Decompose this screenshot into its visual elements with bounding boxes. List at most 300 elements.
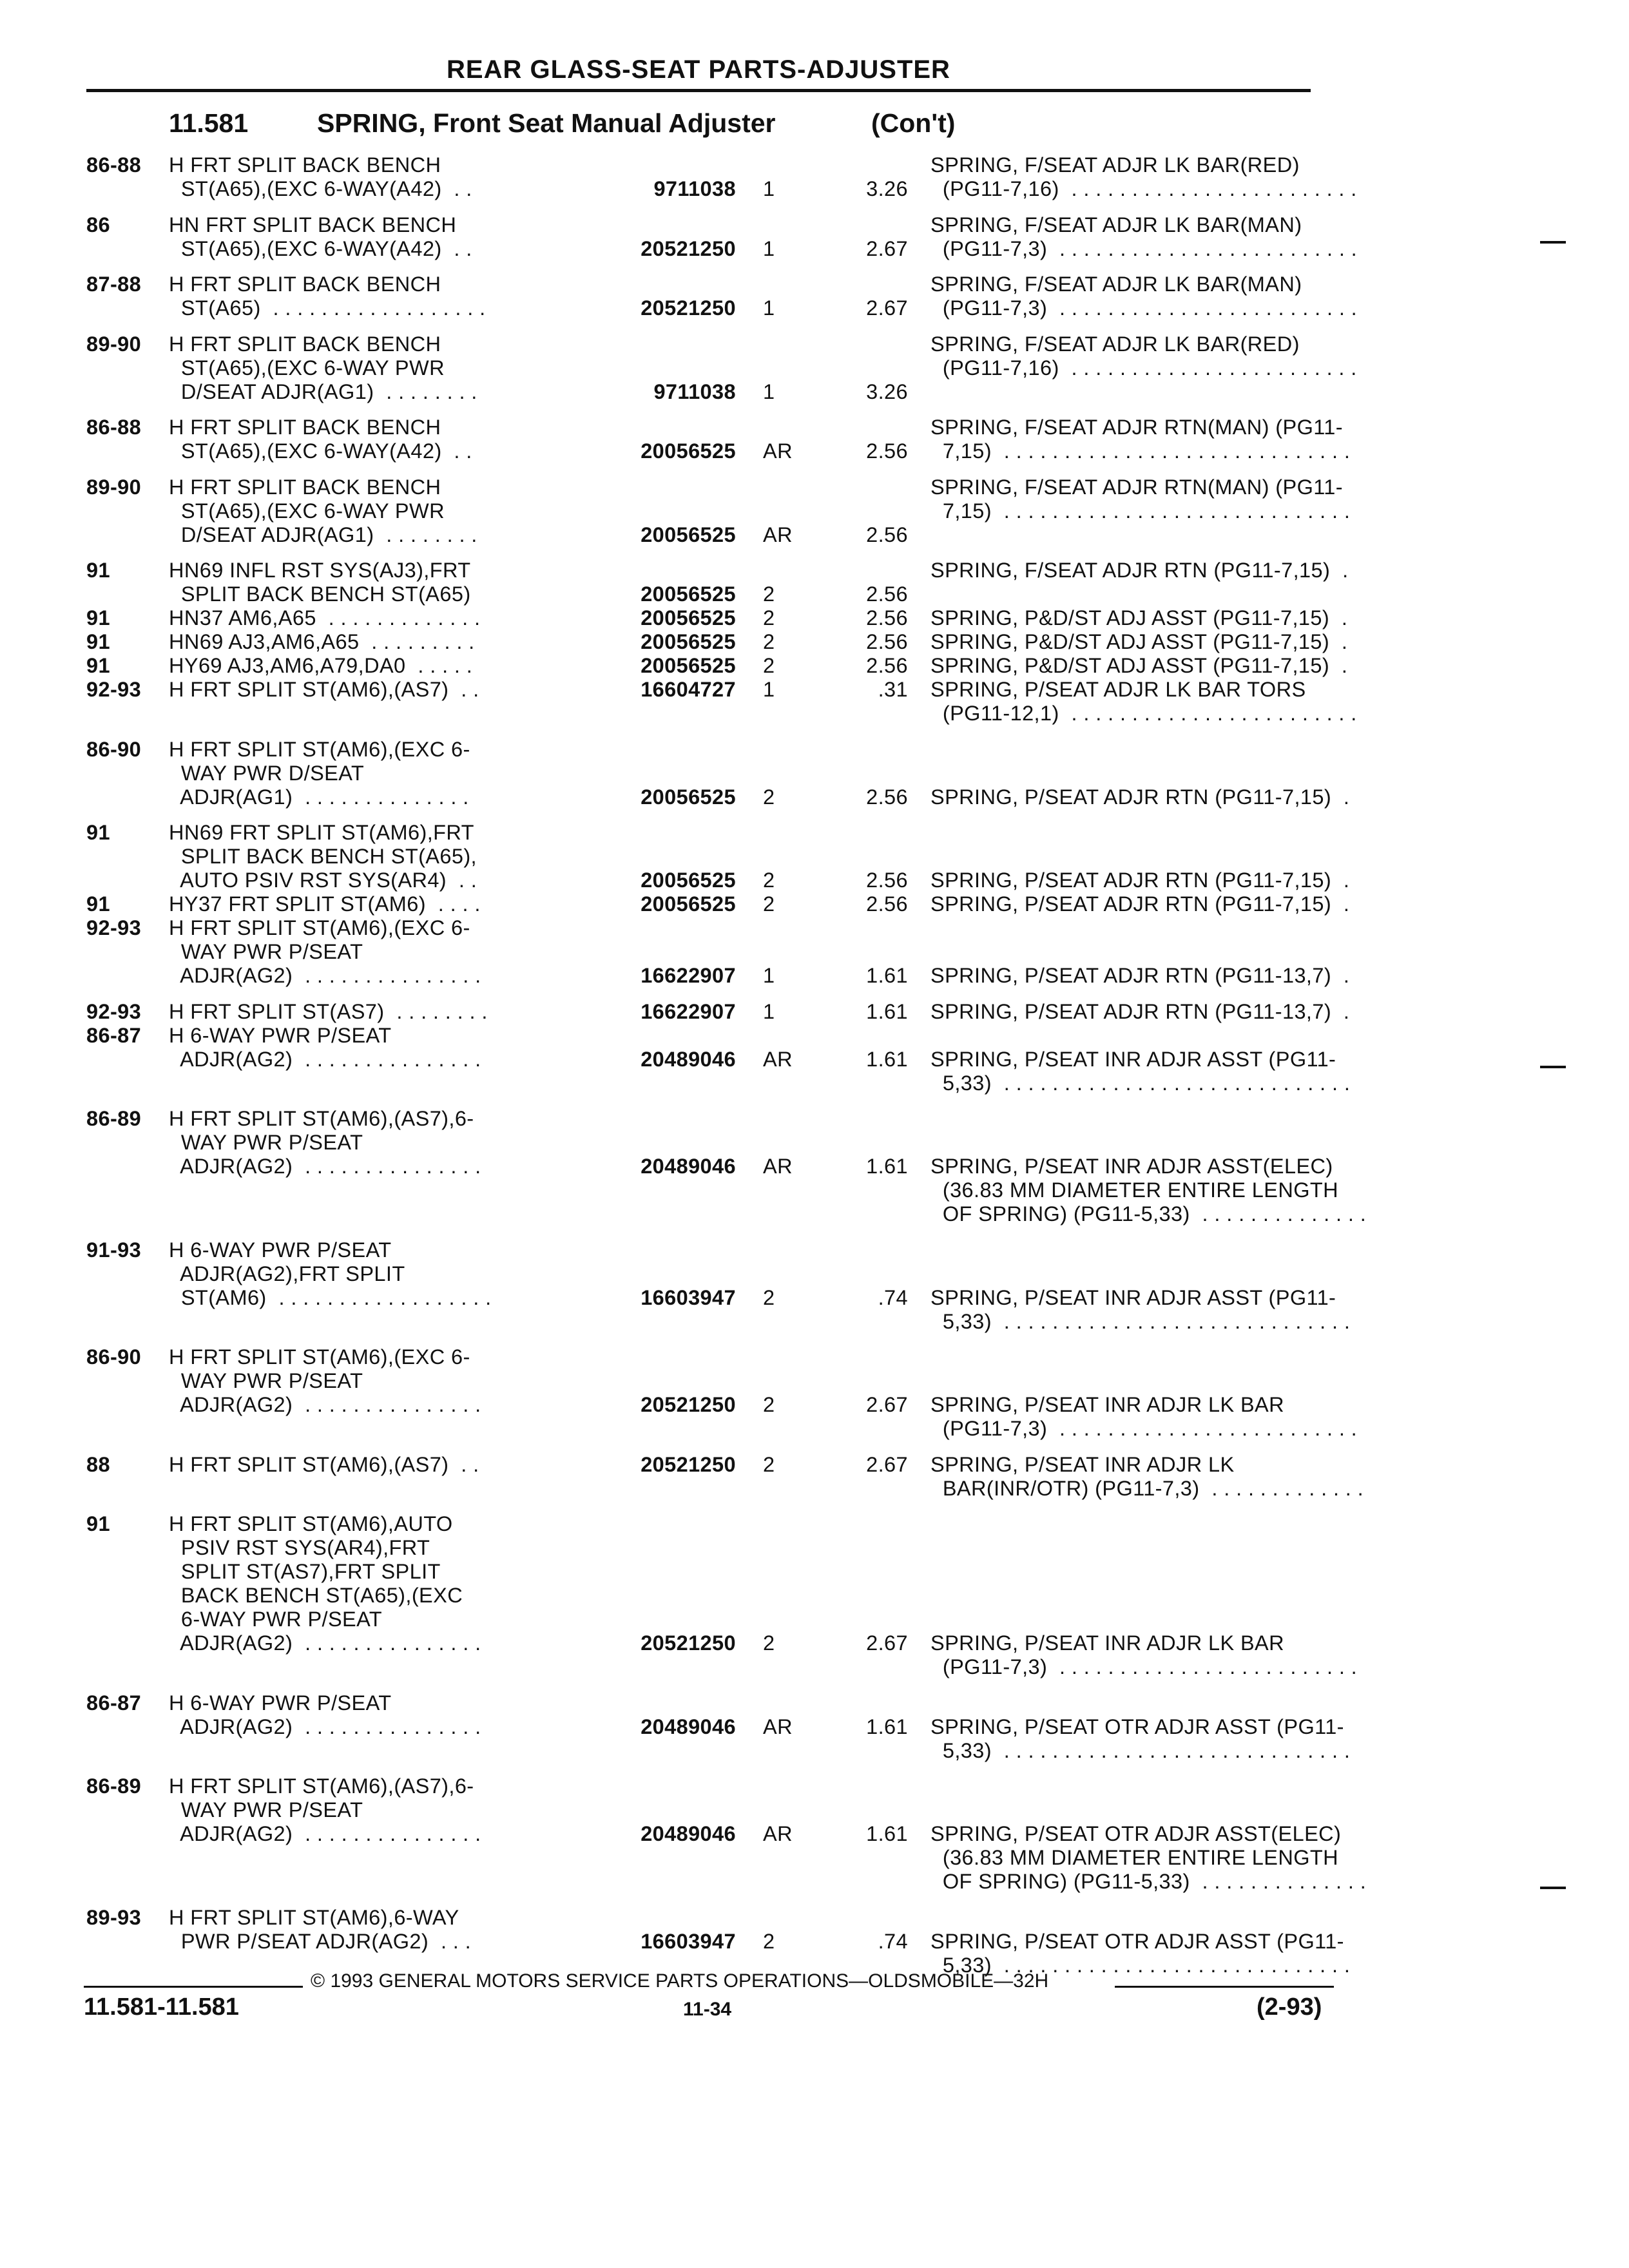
entry-part-number: 9711038: [653, 177, 736, 200]
entry-description-line: HY69 AJ3,AM6,A79,DA0 . . . . .: [169, 654, 473, 677]
parts-list: [86, 153, 1367, 1989]
entry-part-name: [930, 1238, 1420, 1334]
entry-price: 1.61: [866, 1715, 908, 1738]
entry-quantity: 2: [763, 1631, 775, 1655]
entry-part-name-line: [930, 1369, 1420, 1393]
entry-description: [169, 332, 477, 404]
parts-entry: [86, 273, 1358, 320]
entry-part-name-line: SPRING, F/SEAT ADJR LK BAR(MAN): [930, 213, 1302, 236]
entry-description-line: PWR P/SEAT ADJR(AG2) . . .: [169, 1929, 472, 1953]
entry-quantity: 2: [763, 892, 775, 916]
entry-description-line: D/SEAT ADJR(AG1) . . . . . . . .: [169, 380, 477, 403]
entry-quantity: AR: [763, 439, 793, 463]
entry-quantity: 1: [763, 999, 775, 1023]
entry-part-name-line: SPRING, P/SEAT OTR ADJR ASST (PG11-: [930, 1715, 1344, 1738]
entry-description-line: SPLIT BACK BENCH ST(A65),: [169, 845, 477, 868]
parts-entry: [86, 1452, 1364, 1501]
entry-description-line: WAY PWR D/SEAT: [169, 761, 365, 785]
entry-quantity: 2: [763, 869, 775, 892]
entry-part-number: 20521250: [641, 296, 736, 320]
entry-part-name-line: SPRING, P/SEAT OTR ADJR ASST (PG11-: [930, 1929, 1344, 1953]
entry-part-number: 20056525: [641, 785, 736, 809]
entry-description-line: WAY PWR P/SEAT: [169, 940, 363, 963]
entry-year: 92-93: [86, 916, 142, 939]
entry-quantity: 2: [763, 606, 775, 629]
entry-part-name: [930, 153, 1420, 201]
entry-year: 91: [86, 654, 110, 677]
footer-section-range: 11.581-11.581: [84, 1994, 239, 2021]
margin-mark: [1540, 241, 1566, 244]
entry-description: [169, 416, 472, 463]
entry-description: [169, 630, 475, 654]
entry-part-name: [930, 559, 1420, 582]
entry-description-line: ADJR(AG2) . . . . . . . . . . . . . . .: [169, 1822, 481, 1845]
entry-quantity: AR: [763, 523, 793, 546]
entry-description-line: H FRT SPLIT BACK BENCH: [169, 332, 441, 356]
entry-part-name: [930, 630, 1420, 654]
entry-part-name-line: [930, 1536, 1420, 1560]
entry-year: 86-90: [86, 1345, 142, 1369]
entry-description-line: WAY PWR P/SEAT: [169, 1369, 363, 1392]
entry-quantity: 1: [763, 236, 775, 260]
entry-part-name-line: BAR(INR/OTR) (PG11-7,3) . . . . . . . . . . . . .: [930, 1476, 1364, 1500]
entry-part-name: [930, 1107, 1420, 1226]
entry-part-name-line: [930, 1345, 1420, 1369]
parts-entry: [86, 1774, 1367, 1894]
entry-part-number: 16603947: [641, 1929, 736, 1953]
entry-part-name-line: (PG11-12,1) . . . . . . . . . . . . . . . . . . . . . . . .: [930, 702, 1357, 725]
entry-description: [169, 1238, 492, 1310]
entry-part-name-line: 5,33) . . . . . . . . . . . . . . . . . . . . . . . . . . . . .: [930, 1309, 1351, 1333]
entry-part-name-line: SPRING, P&D/ST ADJ ASST (PG11-7,15) .: [930, 654, 1348, 677]
entry-quantity: 2: [763, 1285, 775, 1309]
entry-part-name: [930, 1000, 1420, 1024]
entry-year: 86: [86, 213, 110, 236]
entry-part-name: [930, 1691, 1420, 1763]
entry-part-name-line: [930, 845, 1420, 869]
entry-part-name-line: [930, 1906, 1420, 1930]
entry-part-name-line: (PG11-7,3) . . . . . . . . . . . . . . . . . . . . . . . . .: [930, 296, 1358, 320]
parts-entry: [86, 606, 1348, 630]
entry-description-line: ADJR(AG1) . . . . . . . . . . . . . .: [169, 785, 469, 809]
entry-part-number: 20056525: [641, 582, 736, 606]
entry-description: [169, 892, 481, 916]
entry-year: 89-93: [86, 1905, 142, 1929]
entry-quantity: 2: [763, 654, 775, 677]
entry-description-line: ADJR(AG2),FRT SPLIT: [169, 1262, 405, 1285]
entry-description-line: H 6-WAY PWR P/SEAT: [169, 1238, 392, 1262]
entry-description: [169, 916, 481, 988]
entry-price: 1.61: [866, 1047, 908, 1071]
entry-price: 2.67: [866, 296, 908, 320]
parts-entry: [86, 1107, 1367, 1226]
entry-price: 3.26: [866, 177, 908, 200]
entry-year: 88: [86, 1452, 110, 1476]
entry-description: [169, 273, 486, 320]
parts-entry: [86, 630, 1348, 654]
entry-quantity: AR: [763, 1047, 793, 1071]
parts-entry: [86, 1023, 1351, 1095]
entry-description-line: ADJR(AG2) . . . . . . . . . . . . . . .: [169, 964, 481, 987]
entry-part-name: [930, 1512, 1420, 1679]
entry-description: [169, 1774, 481, 1846]
entry-description-line: BACK BENCH ST(A65),(EXC: [169, 1584, 463, 1607]
entry-year: 91: [86, 606, 110, 629]
entry-part-number: 20056525: [641, 654, 736, 677]
entry-description-line: HN69 INFL RST SYS(AJ3),FRT: [169, 559, 471, 582]
entry-price: 1.61: [866, 1822, 908, 1845]
entry-price: 2.56: [866, 606, 908, 629]
entry-description-line: ST(AM6) . . . . . . . . . . . . . . . . . .: [169, 1285, 492, 1309]
entry-description: [169, 1024, 481, 1072]
entry-year: 87-88: [86, 273, 142, 296]
entry-price: 2.56: [866, 439, 908, 463]
entry-part-number: 20056525: [641, 892, 736, 916]
entry-description: [169, 1691, 481, 1739]
entry-price: 2.67: [866, 1393, 908, 1416]
entry-part-number: 20056525: [641, 630, 736, 653]
entry-part-name-line: 7,15) . . . . . . . . . . . . . . . . . . . . . . . . . . . . .: [930, 439, 1351, 463]
entry-part-name: [930, 332, 1420, 380]
parts-entry: [86, 475, 1351, 547]
entry-part-name: [930, 654, 1420, 678]
entry-description-line: ST(A65),(EXC 6-WAY(A42) . .: [169, 177, 472, 200]
entry-description: [169, 1906, 471, 1954]
entry-part-name-line: [930, 738, 1420, 762]
entry-part-name: [930, 678, 1420, 726]
entry-part-name-line: [930, 1774, 1420, 1798]
section-title: [169, 108, 955, 139]
entry-description-line: ADJR(AG2) . . . . . . . . . . . . . . .: [169, 1631, 481, 1655]
margin-mark: [1540, 1887, 1566, 1889]
entry-year: 91-93: [86, 1238, 142, 1262]
entry-part-name-line: [930, 1512, 1420, 1536]
parts-entry: [86, 1512, 1358, 1679]
entry-quantity: 2: [763, 1929, 775, 1953]
entry-description-line: H FRT SPLIT ST(AM6),(AS7) . .: [169, 678, 479, 701]
entry-description-line: H FRT SPLIT ST(AM6),AUTO: [169, 1512, 453, 1535]
entry-description: [169, 1000, 488, 1024]
entry-description: [169, 1453, 479, 1477]
entry-quantity: 2: [763, 582, 775, 606]
entry-year: 92-93: [86, 678, 142, 701]
entry-description: [169, 153, 472, 201]
entry-year: 91: [86, 892, 110, 916]
parts-entry: [86, 892, 1350, 916]
entry-description-line: ST(A65),(EXC 6-WAY PWR: [169, 499, 445, 523]
entry-description: [169, 1512, 481, 1655]
entry-part-name-line: [930, 916, 1420, 940]
entry-description-line: H FRT SPLIT ST(AM6),6-WAY: [169, 1905, 459, 1929]
entry-description-line: H FRT SPLIT BACK BENCH: [169, 153, 441, 177]
entry-description-line: HN37 AM6,A65 . . . . . . . . . . . . .: [169, 606, 481, 629]
entry-description-line: H FRT SPLIT ST(AM6),(EXC 6-: [169, 737, 470, 761]
entry-description-line: H FRT SPLIT ST(AM6),(AS7) . .: [169, 1452, 479, 1476]
entry-price: 2.56: [866, 892, 908, 916]
entry-year: 91: [86, 630, 110, 653]
entry-part-name: [930, 1345, 1420, 1441]
entry-part-name-line: SPRING, P/SEAT INR ADJR ASST (PG11-: [930, 1285, 1336, 1309]
entry-part-name-line: [930, 762, 1420, 785]
entry-part-number: 20056525: [641, 869, 736, 892]
entry-description-line: H 6-WAY PWR P/SEAT: [169, 1691, 392, 1715]
entry-part-name-line: (PG11-7,3) . . . . . . . . . . . . . . . . . . . . . . . . .: [930, 1655, 1358, 1678]
entry-part-name: [930, 1774, 1420, 1894]
entry-part-name-line: (PG11-7,16) . . . . . . . . . . . . . . . . . . . . . . . .: [930, 177, 1357, 200]
footer-rule: [1115, 1986, 1334, 1988]
entry-part-name-line: 7,15) . . . . . . . . . . . . . . . . . . . . . . . . . . . . .: [930, 499, 1351, 523]
entry-description-line: PSIV RST SYS(AR4),FRT: [169, 1536, 430, 1559]
entry-part-name: [930, 476, 1420, 523]
parts-entry: [86, 737, 1350, 809]
entry-part-name-line: SPRING, P/SEAT ADJR LK BAR TORS: [930, 678, 1306, 701]
entry-part-number: 20056525: [641, 606, 736, 629]
entry-quantity: 2: [763, 630, 775, 653]
entry-part-name-line: SPRING, P&D/ST ADJ ASST (PG11-7,15) .: [930, 630, 1348, 653]
entry-part-number: 16622907: [641, 964, 736, 987]
entry-description: [169, 654, 472, 678]
page-title: REAR GLASS-SEAT PARTS-ADJUSTER: [447, 55, 950, 84]
parts-entry: [86, 1345, 1358, 1441]
footer-revision: (2-93): [1257, 1994, 1322, 2021]
header-rule: [86, 89, 1311, 92]
entry-part-number: 20056525: [641, 523, 736, 546]
entry-quantity: AR: [763, 1155, 793, 1178]
entry-quantity: 1: [763, 177, 775, 200]
entry-description-line: H FRT SPLIT ST(AM6),(AS7),6-: [169, 1774, 474, 1798]
entry-part-name-line: SPRING, F/SEAT ADJR LK BAR(RED): [930, 332, 1300, 356]
entry-description: [169, 821, 477, 892]
entry-price: 1.61: [866, 1155, 908, 1178]
entry-part-name: [930, 892, 1420, 916]
entry-year: 92-93: [86, 999, 142, 1023]
parts-entry: [86, 559, 1349, 606]
entry-description-line: ST(A65) . . . . . . . . . . . . . . . . . .: [169, 296, 486, 320]
entry-quantity: AR: [763, 1715, 793, 1738]
section-number: 11.581: [169, 108, 249, 138]
entry-part-name-line: SPRING, P/SEAT ADJR RTN (PG11-13,7) .: [930, 999, 1350, 1023]
entry-part-name-line: [930, 1691, 1420, 1715]
parts-entry: [86, 153, 1357, 201]
entry-price: .74: [878, 1929, 908, 1953]
parts-entry: [86, 1905, 1351, 1977]
parts-entry: [86, 999, 1350, 1024]
entry-part-name-line: (36.83 MM DIAMETER ENTIRE LENGTH: [930, 1178, 1339, 1202]
entry-quantity: 1: [763, 380, 775, 403]
entry-part-name-line: SPRING, P/SEAT INR ADJR LK BAR: [930, 1393, 1284, 1416]
entry-description: [169, 738, 470, 809]
entry-quantity: 2: [763, 1393, 775, 1416]
footer-copyright: © 1993 GENERAL MOTORS SERVICE PARTS OPERATIONS—OLDSMOBILE—32H: [311, 1970, 1049, 1992]
entry-part-name-line: OF SPRING) (PG11-5,33) . . . . . . . . . . . . . .: [930, 1202, 1367, 1225]
entry-quantity: 2: [763, 785, 775, 809]
entry-quantity: 1: [763, 296, 775, 320]
entry-year: 86-87: [86, 1691, 142, 1715]
entry-year: 91: [86, 1512, 110, 1535]
entry-part-number: 20521250: [641, 1393, 736, 1416]
entry-part-number: 20521250: [641, 236, 736, 260]
entry-part-name-line: SPRING, P/SEAT ADJR RTN (PG11-13,7) .: [930, 964, 1350, 987]
entry-part-number: 20521250: [641, 1631, 736, 1655]
entry-quantity: AR: [763, 1822, 793, 1845]
section-continued: (Con't): [871, 108, 956, 138]
entry-description-line: ADJR(AG2) . . . . . . . . . . . . . . .: [169, 1393, 481, 1416]
parts-entry: [86, 213, 1358, 261]
parts-entry: [86, 1691, 1351, 1763]
entry-year: 86-90: [86, 737, 142, 761]
entry-price: 1.61: [866, 964, 908, 987]
entry-part-name-line: (PG11-7,3) . . . . . . . . . . . . . . . . . . . . . . . . .: [930, 1417, 1358, 1440]
entry-part-name-line: SPRING, P/SEAT INR ADJR ASST(ELEC): [930, 1155, 1333, 1178]
entry-part-name-line: SPRING, F/SEAT ADJR RTN (PG11-7,15) .: [930, 559, 1349, 582]
parts-entry: [86, 654, 1348, 678]
entry-part-name-line: SPRING, P/SEAT ADJR RTN (PG11-7,15) .: [930, 869, 1350, 892]
entry-quantity: 1: [763, 678, 775, 701]
entry-part-name-line: [930, 1262, 1420, 1286]
entry-year: 89-90: [86, 475, 142, 499]
entry-description-line: HN FRT SPLIT BACK BENCH: [169, 213, 457, 236]
entry-part-name-line: [930, 1560, 1420, 1584]
entry-part-name: [930, 738, 1420, 809]
entry-price: 2.56: [866, 654, 908, 677]
entry-part-name: [930, 416, 1420, 463]
entry-part-name-line: SPRING, F/SEAT ADJR RTN(MAN) (PG11-: [930, 475, 1344, 499]
entry-part-name-line: 5,33) . . . . . . . . . . . . . . . . . . . . . . . . . . . . .: [930, 1953, 1351, 1977]
entry-description-line: ST(A65),(EXC 6-WAY PWR: [169, 356, 445, 380]
entry-part-number: 20489046: [641, 1155, 736, 1178]
entry-part-name: [930, 1906, 1420, 1977]
entry-quantity: 1: [763, 964, 775, 987]
entry-description-line: ADJR(AG2) . . . . . . . . . . . . . . .: [169, 1715, 481, 1738]
entry-description-line: SPLIT BACK BENCH ST(A65): [169, 582, 471, 606]
parts-entry: [86, 332, 1357, 404]
entry-part-name-line: 5,33) . . . . . . . . . . . . . . . . . . . . . . . . . . . . .: [930, 1071, 1351, 1095]
entry-part-name: [930, 821, 1420, 892]
entry-part-name-line: [930, 1798, 1420, 1822]
entry-price: 2.67: [866, 1631, 908, 1655]
entry-description-line: H FRT SPLIT ST(AM6),(EXC 6-: [169, 1345, 470, 1369]
entry-price: .74: [878, 1285, 908, 1309]
entry-year: 86-89: [86, 1107, 142, 1130]
entry-description-line: HN69 FRT SPLIT ST(AM6),FRT: [169, 821, 474, 844]
entry-description-line: SPLIT ST(AS7),FRT SPLIT: [169, 1560, 441, 1583]
entry-part-name-line: SPRING, P/SEAT ADJR RTN (PG11-7,15) .: [930, 785, 1350, 809]
entry-part-name: [930, 1024, 1420, 1095]
entry-year: 91: [86, 559, 110, 582]
entry-year: 91: [86, 821, 110, 844]
entry-part-name-line: SPRING, P&D/ST ADJ ASST (PG11-7,15) .: [930, 606, 1348, 629]
entry-description: [169, 606, 480, 630]
entry-description-line: HY37 FRT SPLIT ST(AM6) . . . .: [169, 892, 481, 916]
entry-description-line: D/SEAT ADJR(AG1) . . . . . . . .: [169, 523, 477, 546]
entry-description: [169, 559, 471, 606]
entry-part-number: 16622907: [641, 999, 736, 1023]
entry-part-number: 20489046: [641, 1822, 736, 1845]
entry-price: 2.56: [866, 785, 908, 809]
entry-part-number: 16604727: [641, 678, 736, 701]
entry-price: 2.67: [866, 236, 908, 260]
entry-part-name-line: SPRING, F/SEAT ADJR RTN(MAN) (PG11-: [930, 416, 1344, 439]
entry-part-name-line: (PG11-7,16) . . . . . . . . . . . . . . . . . . . . . . . .: [930, 356, 1357, 380]
entry-description: [169, 1345, 481, 1417]
entry-part-number: 9711038: [653, 380, 736, 403]
parts-entry: [86, 821, 1350, 892]
entry-description-line: H 6-WAY PWR P/SEAT: [169, 1023, 392, 1047]
parts-entry: [86, 916, 1350, 988]
entry-description-line: H FRT SPLIT BACK BENCH: [169, 273, 441, 296]
entry-part-name-line: SPRING, F/SEAT ADJR LK BAR(MAN): [930, 273, 1302, 296]
entry-description-line: ST(A65),(EXC 6-WAY(A42) . .: [169, 236, 472, 260]
footer-rule: [84, 1986, 303, 1988]
entry-part-name-line: [930, 821, 1420, 845]
entry-part-name-line: SPRING, F/SEAT ADJR LK BAR(RED): [930, 153, 1300, 177]
entry-part-name-line: [930, 1238, 1420, 1262]
entry-part-name-line: [930, 1131, 1420, 1155]
entry-year: 86-88: [86, 416, 142, 439]
entry-part-number: 20521250: [641, 1452, 736, 1476]
entry-price: 3.26: [866, 380, 908, 403]
entry-description-line: H FRT SPLIT ST(AM6),(AS7),6-: [169, 1107, 474, 1130]
parts-entry: [86, 678, 1357, 726]
section-name: SPRING, Front Seat Manual Adjuster: [317, 108, 776, 138]
entry-part-name-line: [930, 1584, 1420, 1608]
entry-part-name-line: OF SPRING) (PG11-5,33) . . . . . . . . . . . . . .: [930, 1870, 1367, 1893]
entry-description-line: H FRT SPLIT ST(AM6),(EXC 6-: [169, 916, 470, 939]
margin-mark: [1540, 1066, 1566, 1068]
entry-description-line: H FRT SPLIT ST(AS7) . . . . . . . .: [169, 999, 488, 1023]
entry-part-name: [930, 1453, 1420, 1501]
entry-description: [169, 213, 472, 261]
entry-year: 86-88: [86, 153, 142, 177]
entry-part-number: 20056525: [641, 439, 736, 463]
footer-page-number: 11-34: [683, 1999, 732, 2020]
entry-part-name-line: 5,33) . . . . . . . . . . . . . . . . . . . . . . . . . . . . .: [930, 1738, 1351, 1762]
entry-year: 86-89: [86, 1774, 142, 1798]
entry-description-line: WAY PWR P/SEAT: [169, 1131, 363, 1154]
entry-description-line: 6-WAY PWR P/SEAT: [169, 1608, 383, 1631]
entry-part-name-line: [930, 1107, 1420, 1131]
entry-part-name-line: (PG11-7,3) . . . . . . . . . . . . . . . . . . . . . . . . .: [930, 236, 1358, 260]
entry-part-name-line: SPRING, P/SEAT INR ADJR LK: [930, 1452, 1235, 1476]
entry-part-name-line: SPRING, P/SEAT OTR ADJR ASST(ELEC): [930, 1822, 1342, 1845]
entry-part-name: [930, 273, 1420, 320]
entry-year: 89-90: [86, 332, 142, 356]
entry-description-line: H FRT SPLIT BACK BENCH: [169, 416, 441, 439]
entry-description-line: H FRT SPLIT BACK BENCH: [169, 475, 441, 499]
entry-part-name-line: SPRING, P/SEAT ADJR RTN (PG11-7,15) .: [930, 892, 1350, 916]
entry-description: [169, 476, 477, 547]
entry-quantity: 2: [763, 1452, 775, 1476]
entry-part-number: 16603947: [641, 1285, 736, 1309]
entry-part-name-line: [930, 1608, 1420, 1631]
entry-price: 2.56: [866, 582, 908, 606]
entry-price: 2.56: [866, 630, 908, 653]
parts-entry: [86, 1238, 1351, 1334]
entry-description-line: HN69 AJ3,AM6,A65 . . . . . . . . .: [169, 630, 475, 653]
entry-description-line: AUTO PSIV RST SYS(AR4) . .: [169, 869, 477, 892]
entry-description-line: ST(A65),(EXC 6-WAY(A42) . .: [169, 439, 472, 463]
entry-price: 2.67: [866, 1452, 908, 1476]
entry-description-line: ADJR(AG2) . . . . . . . . . . . . . . .: [169, 1155, 481, 1178]
entry-description-line: ADJR(AG2) . . . . . . . . . . . . . . .: [169, 1047, 481, 1071]
entry-part-name: [930, 916, 1420, 988]
entry-price: .31: [878, 678, 908, 701]
entry-part-name: [930, 213, 1420, 261]
entry-part-name-line: SPRING, P/SEAT INR ADJR ASST (PG11-: [930, 1047, 1336, 1071]
parts-entry: [86, 416, 1351, 463]
entry-part-name-line: [930, 1024, 1420, 1048]
entry-year: 86-87: [86, 1023, 142, 1047]
